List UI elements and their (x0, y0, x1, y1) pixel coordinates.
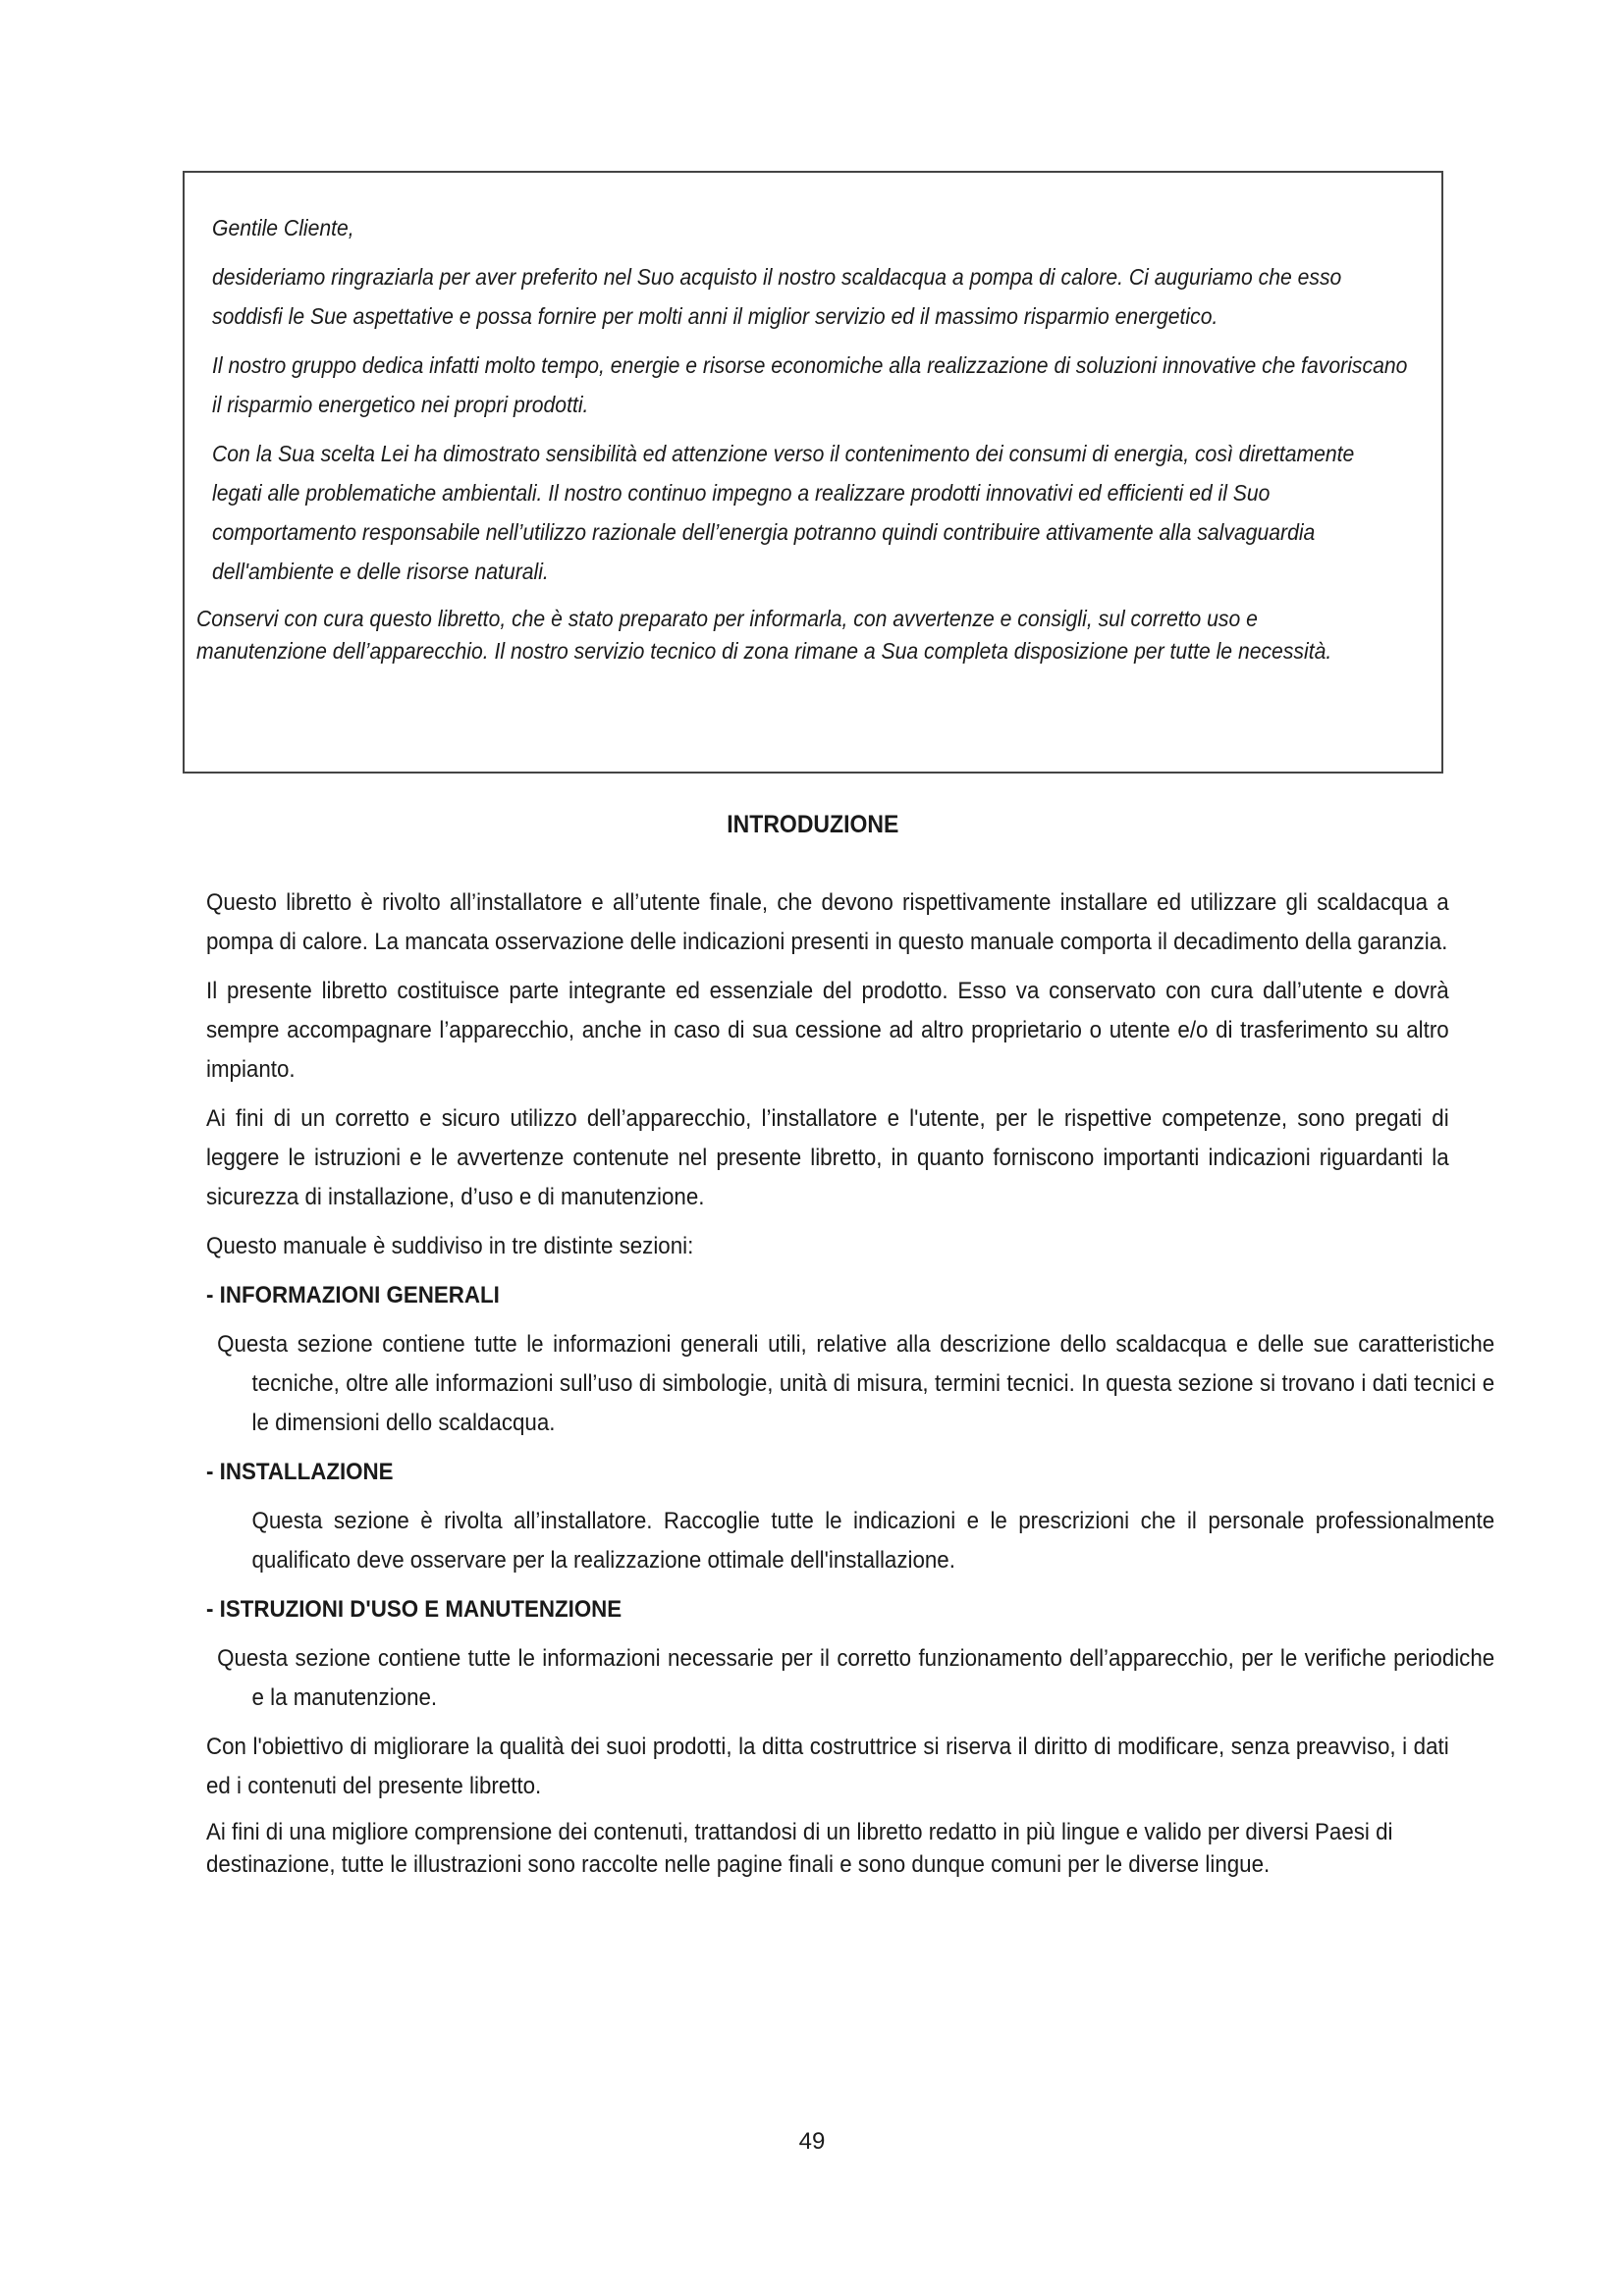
section-heading-installation: - INSTALLAZIONE (206, 1459, 394, 1485)
intro-paragraph-illustrations: Ai fini di una migliore comprensione dei contenuti, trattandosi di un libretto redatto in più lingue e valido per diversi Paesi di destinazione, tutte le illustrazioni sono raccolte nelle pagine finali e sono dunque comuni per le diverse lingue. (206, 1819, 1393, 1878)
page-number: 49 (798, 2128, 826, 2155)
letter-paragraph-group: Il nostro gruppo dedica infatti molto tempo, energie e risorse economiche alla realizzazione di soluzioni innovative che favoriscano il risparmio energetico nei propri prodotti. (212, 352, 1408, 417)
letter-greeting: Gentile Cliente, (212, 215, 354, 240)
section-desc-general-info: Questa sezione contiene tutte le informazioni generali utili, relative alla descrizione dello scaldacqua e delle sue caratteristiche tecniche, oltre alle informazioni sull’uso di simbologie, unità di misura, termini tecnici. In questa sezione si trovano i dati tecnici e le dimensioni dello scaldacqua. (217, 1331, 1495, 1436)
introduction-title: INTRODUZIONE (727, 811, 899, 838)
introduction-body (206, 883, 1495, 1891)
section-heading-general-info: - INFORMAZIONI GENERALI (206, 1282, 500, 1308)
intro-paragraph-integral: Il presente libretto costituisce parte integrante ed essenziale del prodotto. Esso va conservato con cura dall’utente e dovrà sempre accompagnare l’apparecchio, anche in caso di sua cessione ad altro proprietario o utente e/o di trasferimento su altro impianto. (206, 978, 1449, 1083)
intro-paragraph-safety: Ai fini di un corretto e sicuro utilizzo dell’apparecchio, l’installatore e l'utente, per le rispettive competenze, sono pregati di leggere le istruzioni e le avvertenze contenute nel presente libretto, in quanto forniscono importanti indicazioni riguardanti la sicurezza di installazione, d’uso e di manutenzione. (206, 1105, 1449, 1210)
section-heading-use-maintenance: - ISTRUZIONI D'USO E MANUTENZIONE (206, 1596, 623, 1623)
letter-paragraph-thanks: desideriamo ringraziarla per aver preferito nel Suo acquisto il nostro scaldacqua a pompa di calore. Ci auguriamo che esso soddisfi le Sue aspettative e possa fornire per molti anni il miglior servizio ed il massimo risparmio energetico. (212, 264, 1342, 329)
intro-paragraph-audience: Questo libretto è rivolto all’installatore e all’utente finale, che devono rispettivamente installare ed utilizzare gli scaldacqua a pompa di calore. La mancata osservazione delle indicazioni presenti in questo manuale comporta il decadimento della garanzia. (206, 889, 1449, 955)
customer-letter-box (183, 171, 1443, 774)
letter-paragraph-choice: Con la Sua scelta Lei ha dimostrato sensibilità ed attenzione verso il contenimento dei consumi di energia, così direttamente legati alle problematiche ambientali. Il nostro continuo impegno a realizzare prodotti innovativi ed efficienti ed il Suo comportamento responsabile nell’utilizzo razionale dell’energia potranno quindi contribuire attivamente alla salvaguardia dell'ambiente e delle risorse naturali. (212, 441, 1355, 584)
letter-paragraph-conserve: Conservi con cura questo libretto, che è stato preparato per informarla, con avvertenze e consigli, sul corretto uso e manutenzione dell’apparecchio. Il nostro servizio tecnico di zona rimane a Sua completa disposizione per tutte le necessità. (196, 606, 1332, 664)
intro-paragraph-modifications: Con l'obiettivo di migliorare la qualità dei suoi prodotti, la ditta costruttrice si riserva il diritto di modificare, senza preavviso, i dati ed i contenuti del presente libretto. (206, 1734, 1449, 1799)
intro-paragraph-sections: Questo manuale è suddiviso in tre distinte sezioni: (206, 1233, 694, 1259)
section-desc-installation: Questa sezione è rivolta all’installatore. Raccoglie tutte le indicazioni e le prescrizioni che il personale professionalmente qualificato deve osservare per la realizzazione ottimale dell'installazione. (251, 1508, 1495, 1574)
section-desc-use-maintenance: Questa sezione contiene tutte le informazioni necessarie per il corretto funzionamento dell’apparecchio, per le verifiche periodiche e la manutenzione. (217, 1645, 1495, 1711)
